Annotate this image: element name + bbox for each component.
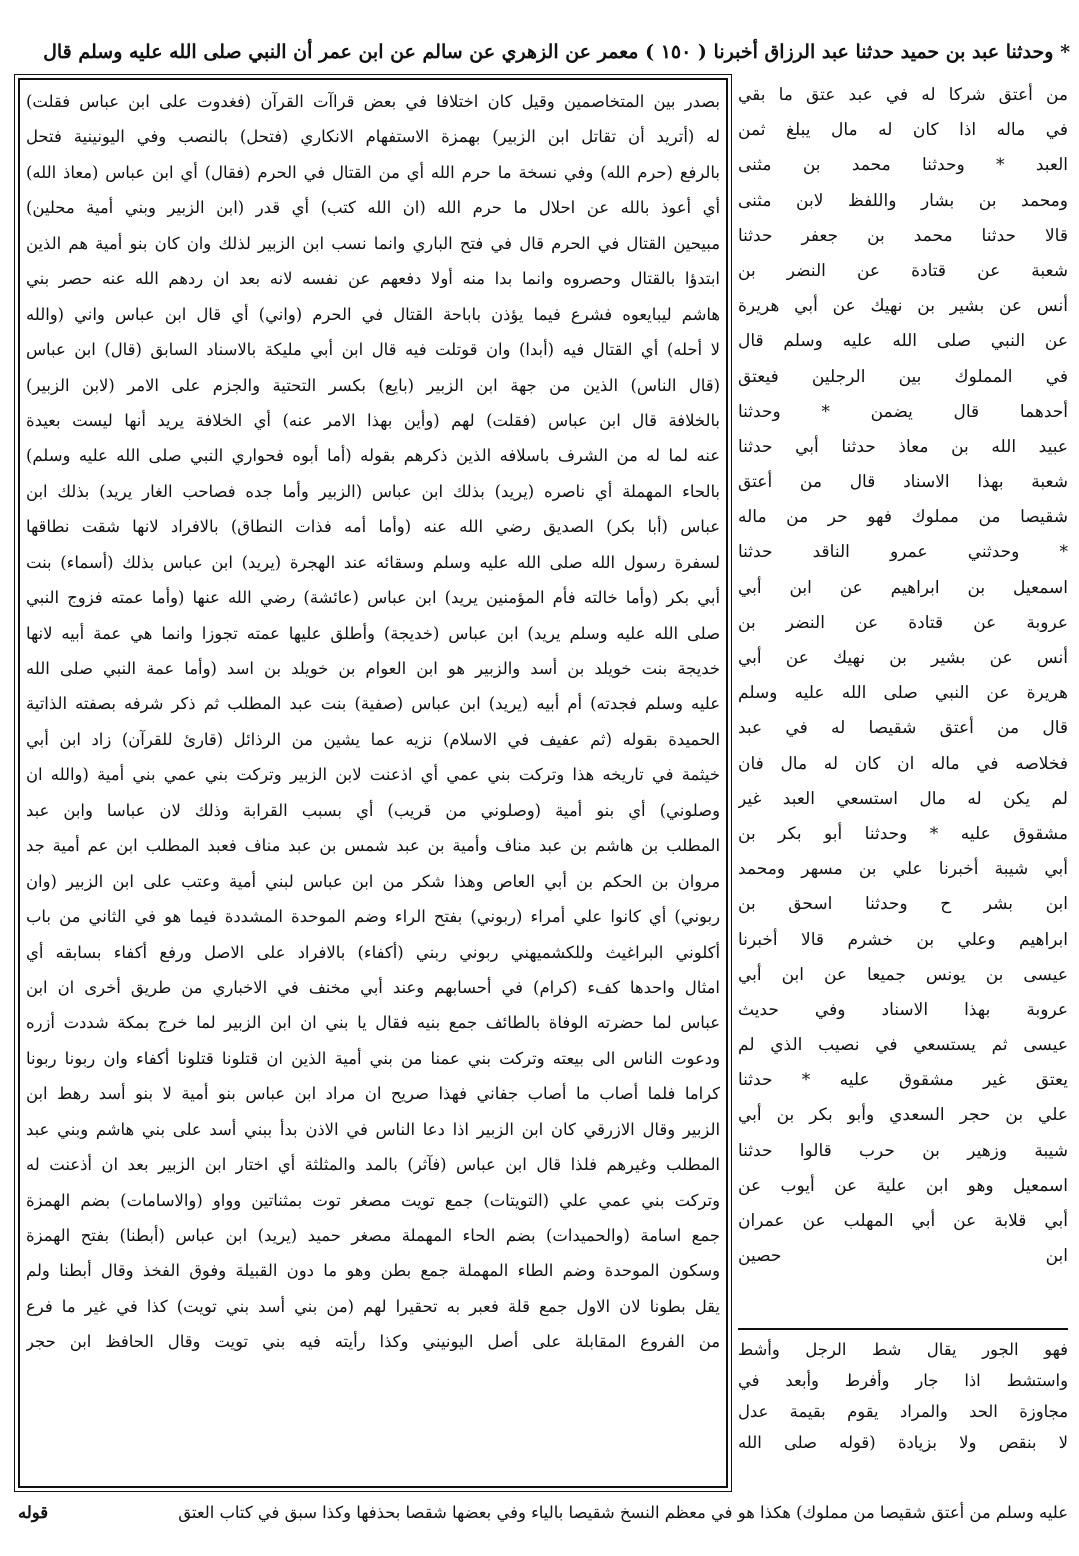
main-text-line: شعبة بهذا الاسناد قال من أعتق [738,472,1068,493]
main-text-line: ومحمد بن بشار واللفظ لابن مثنى [738,190,1068,211]
commentary-line: أي أعوذ بالله عن احلال ما حرم الله (ان الله كتب) أي قدر (ابن الزبير وبني أمية محلين) [26,198,720,218]
commentary-line: عنه لما له من الشرف باسلافه الذين ذكرهم بقوله (أما أبوه فحواري النبي صلى الله عليه وسلم) [26,446,720,466]
commentary-line: عليه وسلم فجدته) أم أبيه (يريد) ابن عباس (صفية) بنت عبد المطلب ثم ذكر شرفه بصفته الذاتية [26,694,720,714]
main-text-line: مشقوق عليه * وحدثنا أبو بكر بن [738,823,1068,844]
commentary-text [26,84,720,1482]
commentary-line: مبيحين القتال في الحرم قال في فتح الباري وانما نسب ابن الزبير لذلك وان كان بنو أمية هم الذين [26,233,720,253]
commentary-line: بالخلافة قال ابن عباس (فقلت) لهم (وأين بهذا الامر عنه) أي الخلافة يريد أنها ليست بعيدة [26,410,720,430]
commentary-line: صلى الله عليه وسلم يريد) ابن عباس (خديجة) وأطلق عليها عمته تجوزا وانما هي عمة أبيه لانها [26,623,720,643]
commentary-line: عباس لما حضرته الوفاة بالطائف جمع بنيه فقال يا بني ان ابن الزبير لما خرج بمكة شددت أزره [26,1013,720,1033]
page-footer [18,1496,1068,1530]
header-ornament: * [1060,41,1070,63]
side-note-line: مجاوزة الحد والمراد يقوم بقيمة عدل [738,1402,1068,1421]
main-text-line: هريرة عن النبي صلى الله عليه وسلم [738,683,1068,704]
main-text-line: في المملوك بين الرجلين فيعتق [738,366,1068,387]
page-number: ( ١٥٠ ) [645,41,707,63]
main-text-line: ابن حصين [738,1246,1068,1267]
commentary-line: خيثمة في تاريخه هذا وتركت بني عمي أي اذعنت لابن الزبير وتركت بني عمي بني أمية (والله ان [26,765,720,785]
commentary-line: وسكون الموحدة وضم الطاء المهملة جمع بطن وهو ما دون القبيلة وفوق الفخذ وقال أبطنا ولم [26,1261,720,1281]
main-text-line: أنس عن بشير بن نهيك عن أبي [738,648,1068,668]
commentary-line: (قال الناس) الذين من جهة ابن الزبير (بايع) بكسر التحتية والجزم على الامر (لابن الزبير) [26,375,720,395]
main-text-line: العبد * وحدثنا محمد بن مثنى [738,155,1068,176]
commentary-line: المطلب وغيرهم فلذا قال ابن عباس (فآثر) بالمد والمثلثة أي اختار ابن الزبير بعد ان أذعنت له [26,1155,720,1175]
main-text-line: عروبة عن قتادة عن النضر بن [738,612,1068,633]
commentary-line: كراما فلما أصاب ما أصاب جفاني فهذا صريح ان مراد ابن عباس بنو أمية لا بنو أسد رهط ابن [26,1084,720,1104]
page-header [20,34,1070,70]
main-text-line: أبي قلابة عن أبي المهلب عن عمران [738,1211,1068,1231]
main-text-line: عيسى ثم يستسعي في نصيب الذي لم [738,1035,1068,1056]
commentary-line: بالحاء المهملة أي ناصره (يريد) بذلك ابن عباس (الزبير وأما جده فصاحب الغار يريد) بذلك ابن [26,481,720,501]
side-note-line: فهو الجور يقال شط الرجل وأشط [738,1340,1068,1359]
commentary-line: امثال واحدها كفء (كرام) في أحسابهم وعند أبي مخنف في الاخباري من طريق أخرى ان ابن [26,977,720,997]
commentary-line: عباس (أبا بكر) الصديق رضي الله عنه (وأما أمه فذات النطاق) بالافراد لانها شقت نطاقها [26,517,720,537]
commentary-line: الزبير وقال الازرقي كان ابن الزبير اذا دعا الناس في الاذن بدأ ببني أسد على بني هاشم وبني عبد [26,1119,720,1139]
side-note-line: واستشط اذا جار وأفرط وأبعد في [738,1371,1068,1390]
commentary-line: ودعوت الناس الى بيعته وتركت بني عمنا من بني أمية الذين ان قتلونا قتلونا أكفاء وان ربونا ربونا [26,1048,720,1068]
main-text-line: عبيد الله بن معاذ حدثنا أبي حدثنا [738,436,1068,457]
commentary-line: من الفروع المقابلة على أصل اليونيني وكذا رأيته فيه بني تويت وقال الحافظ ابن حجر [26,1332,720,1352]
main-text-line: شيبة وزهير بن حرب قالوا حدثنا [738,1140,1068,1161]
header-text: وحدثنا عبد بن حميد حدثنا عبد الرزاق أخبرنا [713,41,1054,63]
main-text-line: علي بن حجر السعدي وأبو بكر بن أبي [738,1105,1068,1126]
main-text-line: أبي شيبة أخبرنا علي بن مسهر ومحمد [738,859,1068,880]
commentary-line: المطلب بن هاشم بن عبد مناف وأمية بن عبد شمس بن عبد مناف فعبد المطلب ابن عم أمية جد [26,836,720,856]
main-text-line: قال من أعتق شقيصا له في عبد [738,718,1068,739]
footer-text: عليه وسلم من أعتق شقيصا من مملوك) هكذا هو في معظم النسخ شقيصا بالياء وفي بعضها شقصا بحذفها وكذا سبق في كتاب العتق [178,1503,1068,1522]
main-text-line: أحدهما قال يضمن * وحدثنا [738,401,1068,422]
commentary-line: بالرفع (حرم الله) وفي نسخة ما حرم الله أي من القتال في الحرم (فقال) أي ابن عباس (معاذ الله) [26,162,720,182]
main-text-line: فخلاصه في ماله ان كان له مال فان [738,753,1068,774]
main-text-line: لم يكن له مال استسعي العبد غير [738,788,1068,809]
commentary-line: هاشم ليبايعوه فشرع فيما يؤذن باباحة القتال في الحرم (واني) أي قال ابن عباس واني (والله [26,304,720,324]
commentary-line: لا أحله) أي القتال فيه (أبدا) وان قوتلت فيه قال ابن أبي مليكة بالاسناد السابق (قال) ابن عباس [26,340,720,360]
commentary-line: أبي بكر (وأما خالته فأم المؤمنين يريد) ابن عباس (عائشة) رضي الله عنها (وأما عمته فزوج النبي [26,588,720,608]
commentary-line: له (أتريد أن تقاتل ابن الزبير) بهمزة الاستفهام الانكاري (فتحل) بالنصب وفي اليونينية فتحل [26,127,720,147]
side-divider [738,1328,1068,1330]
main-text-line: ابن بشر ح وحدثنا اسحق بن [738,894,1068,915]
main-text-line: شعبة عن قتادة عن النضر بن [738,260,1068,281]
commentary-line: ربوني) أي كانوا علي أمراء (ربوني) بفتح الراء وضم الموحدة المشددة فيما هو في الثاني من باب [26,907,720,927]
main-text-line: عن النبي صلى الله عليه وسلم قال [738,331,1068,352]
side-note-text [738,1334,1068,1494]
main-text-line: في ماله اذا كان له مال يبلغ ثمن [738,120,1068,141]
commentary-line: لسفرة رسول الله صلى الله عليه وسلم وسقائه عند الهجرة (يريد) ابن عباس بذلك (أسماء) بنت [26,552,720,572]
commentary-line: بصدر بين المتخاصمين وقيل كان اختلافا في بعض قراآت القرآن (فغدوت على ابن عباس فقلت) [26,92,720,111]
commentary-line: يقل بطونا لان الاول جمع قلة فعبر به تحقيرا لهم (من بني أسد بني تويت) كذا في غير ما فرع [26,1296,720,1316]
commentary-line: الحميدة بقوله (ثم عفيف في الاسلام) نزيه عما يشين من الرذائل (قارئ للقرآن) زاد ابن أبي [26,729,720,749]
catchword: قوله [18,1503,49,1522]
commentary-line: خديجة بنت خويلد بن أسد والزبير هو ابن العوام بن خويلد بن اسد (وأما عمة النبي صلى الله [26,659,720,678]
commentary-frame [18,78,728,1488]
commentary-line: ابتدؤا بالقتال وحصروه وانما بدا منه أولا دفعهم عن نفسه لانه بعد ان ردهم الله عنه حصر بني [26,269,720,289]
main-text-line: عروبة بهذا الاسناد وفي حديث [738,999,1068,1020]
main-text-line: * وحدثني عمرو الناقد حدثنا [738,542,1068,563]
side-note-line: لا بنقص ولا بزيادة (قوله صلى الله [738,1433,1068,1452]
main-text-line: قالا حدثنا محمد بن جعفر حدثنا [738,225,1068,246]
main-text-line: يعتق غير مشقوق عليه * حدثنا [738,1070,1068,1091]
main-text-line: ابراهيم وعلي بن خشرم قالا أخبرنا [738,929,1068,950]
commentary-line: مروان بن الحكم بن أبي العاص وهذا شكر من ابن عباس لبني أمية وعتب على ابن الزبير (وان [26,871,720,891]
hadith-main-text [738,78,1068,1328]
commentary-line: وصلوني) أي بنو أمية (وصلوني من قريب) أي بسبب القرابة وذلك لان عباسا وابن عبد [26,800,720,820]
commentary-line: جمع اسامة (والحميدات) بضم الحاء المهملة مصغر حميد (يريد) ابن عباس (أبطنا) بفتح الهمزة [26,1226,720,1245]
main-text-line: اسمعيل بن ابراهيم عن ابن أبي [738,577,1068,598]
main-text-line: عيسى بن يونس جميعا عن ابن أبي [738,964,1068,985]
commentary-line: أكلوني البراغيث وللكشميهني ربوني ربني (أكفاء) بالافراد على الاصل ورفع أكفاء بسابقه أي [26,942,720,962]
header-text-continued: معمر عن الزهري عن سالم عن ابن عمر أن النبي صلى الله عليه وسلم قال [43,41,639,63]
main-text-line: اسمعيل وهو ابن علية عن أيوب عن [738,1175,1068,1196]
main-text-line: أنس عن بشير بن نهيك عن أبي هريرة [738,296,1068,317]
commentary-line: وتركت بني عمي علي (التويتات) جمع تويت مصغر توت بمثناتين وواو (والاسامات) بضم الهمزة [26,1190,720,1210]
main-text-line: شقيصا من مملوك فهو حر من ماله [738,507,1068,528]
main-text-line: من أعتق شركا له في عبد عتق ما بقي [738,85,1068,105]
